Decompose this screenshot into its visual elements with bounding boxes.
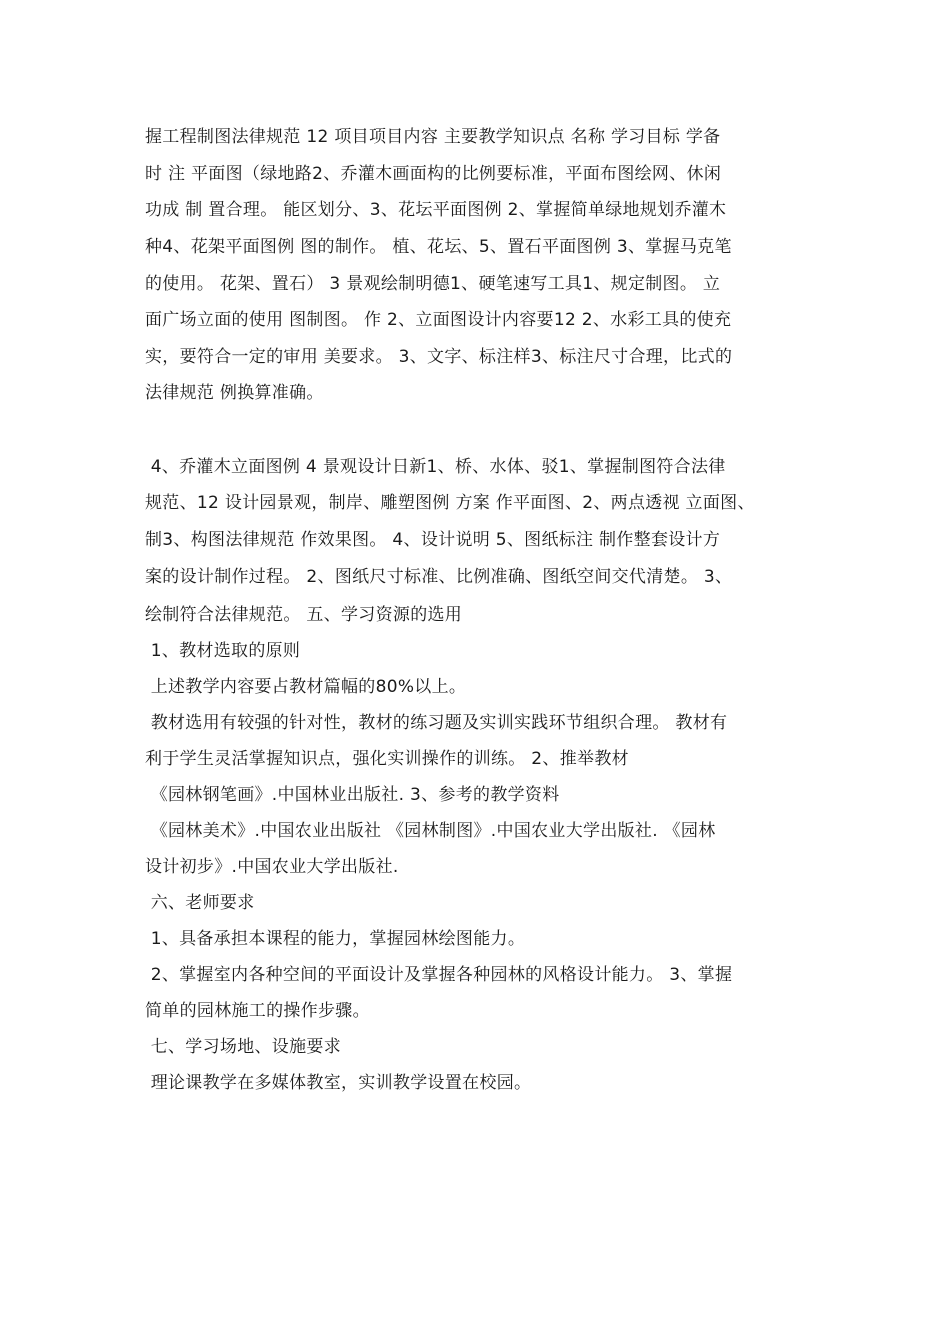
text-line: 简单的园林施工的操作步骤。 [145,1001,370,1021]
text-line: 种4、花架平面图例 图的制作。 植、花坛、5、置石平面图例 3、掌握马克笔 [145,237,732,257]
text-line: 《园林美术》.中国农业出版社 《园林制图》.中国农业大学出版社. 《园林 [145,821,716,841]
text-line: 《园林钢笔画》.中国林业出版社. 3、参考的教学资料 [145,785,560,805]
text-line: 功成 制 置合理。 能区划分、3、花坛平面图例 2、掌握简单绿地规划乔灌木 [145,200,727,220]
text-line: 设计初步》.中国农业大学出版社. [145,857,399,877]
text-line: 利于学生灵活掌握知识点，强化实训操作的训练。 2、推举教材 [145,749,629,769]
text-line: 2、掌握室内各种空间的平面设计及掌握各种园林的风格设计能力。 3、掌握 [145,965,733,985]
text-line: 法律规范 例换算准确。 [145,383,324,403]
text-line: 面广场立面的使用 图制图。 作 2、立面图设计内容要12 2、水彩工具的使充 [145,310,732,330]
text-line: 理论课教学在多媒体教室，实训教学设置在校园。 [145,1073,532,1093]
text-line: 制3、构图法律规范 作效果图。 4、设计说明 5、图纸标注 制作整套设计方 [145,530,721,550]
section-heading: 1、教材选取的原则 [145,641,301,661]
text-line: 上述教学内容要占教材篇幅的80%以上。 [145,677,467,697]
text-line: 握工程制图法律规范 12 项目项目内容 主要教学知识点 名称 学习目标 学备 [145,127,721,147]
text-line: 的使用。 花架、置石） 3 景观绘制明德1、硬笔速写工具1、规定制图。 立 [145,274,721,294]
section-heading: 六、老师要求 [145,893,255,913]
text-line: 1、具备承担本课程的能力，掌握园林绘图能力。 [145,929,526,949]
text-line: 实，要符合一定的审用 美要求。 3、文字、标注样3、标注尺寸合理，比式的 [145,347,733,367]
text-line: 4、乔灌木立面图例 4 景观设计日新1、桥、水体、驳1、掌握制图符合法律 [145,457,726,477]
text-line: 绘制符合法律规范。 五、学习资源的选用 [145,605,463,625]
text-line: 案的设计制作过程。 2、图纸尺寸标准、比例准确、图纸空间交代清楚。 3、 [145,567,733,587]
text-line: 教材选用有较强的针对性，教材的练习题及实训实践环节组织合理。 教材有 [145,713,728,733]
text-line: 时 注 平面图（绿地路2、乔灌木画面构的比例要标准，平面布图绘网、休闲 [145,164,722,184]
section-heading: 七、学习场地、设施要求 [145,1037,342,1057]
text-line: 规范、12 设计园景观，制岸、雕塑图例 方案 作平面图、2、两点透视 立面图、 [145,493,755,513]
